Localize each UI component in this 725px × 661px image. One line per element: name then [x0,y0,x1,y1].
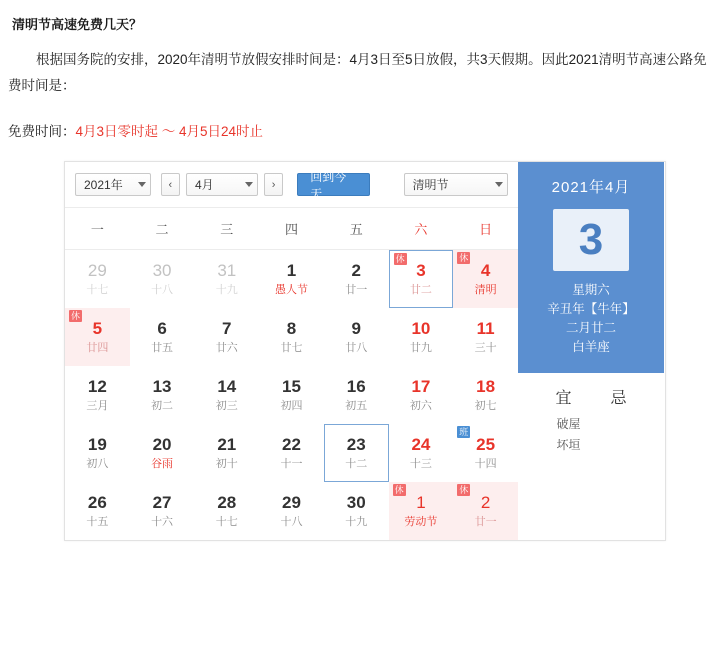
calendar-day-cell[interactable] [259,308,324,366]
day-lunar-label: 初八 [86,457,109,470]
article [0,0,725,143]
calendar-day-cell[interactable] [453,308,518,366]
detail-ganzhi: 辛丑年【牛年】 [547,302,635,316]
day-number: 13 [152,376,172,396]
day-lunar-label: 初七 [474,399,497,412]
calendar-day-cell[interactable] [65,366,130,424]
day-lunar-label: 廿二 [409,283,432,296]
calendar-day-cell[interactable] [130,250,195,308]
calendar-day-cell[interactable] [194,424,259,482]
day-lunar-label: 谷雨 [151,457,174,470]
calendar-day-cell[interactable] [324,424,389,482]
detail-lunar: 二月廿二 [565,321,616,335]
detail-month-title: 2021年4月 [551,179,631,196]
day-lunar-label: 廿八 [345,341,368,354]
month-select[interactable] [186,173,258,196]
day-lunar-label: 十三 [409,457,432,470]
article-paragraph: 根据国务院的安排，2020年清明节放假安排时间是：4月3日至5日放假，共3天假期。因此2021清明节高速公路免费时间是： [8,52,707,93]
day-lunar-label: 十六 [151,515,174,528]
chevron-down-icon [245,182,253,187]
calendar-day-cell[interactable] [194,308,259,366]
calendar-day-cell[interactable] [453,424,518,482]
day-lunar-label: 十九 [345,515,368,528]
page-title: 清明节高速免费几天？ [12,17,143,32]
day-lunar-label: 廿五 [151,341,174,354]
weekday-三: 三 [220,222,234,237]
yi-items [556,414,580,456]
day-lunar-label: 初十 [215,457,238,470]
day-lunar-label: 初四 [280,399,303,412]
day-number: 23 [346,434,366,454]
day-lunar-label: 初二 [151,399,174,412]
day-lunar-label: 十八 [280,515,303,528]
next-month-button[interactable] [264,173,283,196]
year-select-value: 2021年 [84,178,123,192]
calendar-day-cell[interactable] [130,308,195,366]
detail-zodiac: 白羊座 [572,340,610,354]
calendar-day-cell[interactable] [453,482,518,540]
day-number: 26 [87,492,107,512]
day-lunar-label: 三十 [474,341,497,354]
yiji-columns [518,414,664,456]
calendar-day-cell[interactable] [324,250,389,308]
restday-tag: 休 [394,485,404,495]
calendar-day-cell[interactable] [130,366,195,424]
day-lunar-label: 廿七 [280,341,303,354]
day-number: 18 [476,376,496,396]
restday-tag: 休 [459,485,469,495]
day-number: 22 [282,434,301,454]
day-number: 16 [346,376,366,396]
day-lunar-label: 十二 [345,457,368,470]
day-lunar-label: 十四 [474,457,497,470]
day-number: 19 [87,434,107,454]
calendar-day-cell[interactable] [389,482,454,540]
day-lunar-label: 廿一 [474,515,497,528]
festival-select-value: 清明节 [412,178,449,192]
day-number: 29 [282,492,301,512]
chevron-left-icon: ‹ [168,178,173,191]
weekday-header [65,208,518,250]
day-lunar-label: 十八 [151,283,174,296]
day-lunar-label: 三月 [86,399,109,412]
weekday-日: 日 [479,222,493,237]
weekday-六: 六 [414,222,428,237]
calendar-day-cell[interactable] [324,308,389,366]
day-lunar-label: 愚人节 [274,283,308,296]
day-number: 2 [480,492,491,512]
month-select-value: 4月 [194,178,214,192]
day-lunar-label: 十九 [215,283,238,296]
free-time-label: 免费时间： [8,124,76,139]
day-lunar-label: 十五 [86,515,109,528]
day-lunar-label: 清明 [474,283,497,296]
day-number: 24 [411,434,431,454]
calendar-day-cell[interactable] [65,482,130,540]
restday-tag: 休 [459,253,469,263]
yiji-labels [518,383,664,414]
day-number: 25 [476,434,496,454]
calendar-day-cell[interactable] [65,250,130,308]
calendar-widget [64,161,666,541]
day-number: 20 [152,434,172,454]
weekday-四: 四 [284,222,298,237]
calendar-day-cell[interactable] [194,482,259,540]
day-number: 30 [152,260,172,280]
day-number: 3 [416,260,426,280]
calendar-day-cell[interactable] [194,366,259,424]
day-number: 12 [87,376,107,396]
calendar-day-cell[interactable] [130,424,195,482]
day-number: 9 [351,318,361,338]
ji-label: 忌 [610,390,627,407]
calendar-day-cell[interactable] [65,424,130,482]
detail-weekday: 星期六 [572,283,610,297]
day-number: 28 [217,492,237,512]
detail-header [518,162,664,373]
day-number: 31 [217,260,237,280]
calendar-day-cell[interactable] [389,250,454,308]
calendar-grid [65,250,518,540]
day-lunar-label: 廿九 [409,341,432,354]
calendar-day-cell[interactable] [65,308,130,366]
day-lunar-label: 十一 [280,457,303,470]
detail-day-number: 3 [553,209,629,271]
day-lunar-label: 廿一 [345,283,368,296]
day-lunar-label: 廿四 [86,341,109,354]
day-lunar-label: 初六 [409,399,432,412]
free-time-line [8,121,717,143]
calendar-day-cell[interactable] [324,366,389,424]
calendar-detail-panel [518,162,664,540]
day-lunar-label: 十七 [215,515,238,528]
workday-tag: 班 [459,427,469,437]
year-select[interactable] [75,173,151,196]
today-button[interactable]: 回到今天 [297,173,369,196]
day-number: 30 [346,492,366,512]
calendar-day-cell[interactable] [259,366,324,424]
calendar-toolbar [65,162,518,208]
yi-item: 破屋 [556,417,581,431]
day-number: 4 [480,260,491,280]
day-number: 21 [217,434,237,454]
day-lunar-label: 十七 [86,283,109,296]
day-number: 6 [157,318,167,338]
day-number: 10 [411,318,431,338]
festival-select[interactable] [404,173,509,196]
day-number: 27 [152,492,172,512]
weekday-一: 一 [90,222,104,237]
calendar-day-cell[interactable] [389,366,454,424]
calendar-day-cell[interactable] [389,424,454,482]
day-number: 15 [282,376,301,396]
chevron-down-icon [495,182,503,187]
restday-tag: 休 [71,311,81,321]
yi-label: 宜 [555,390,572,407]
day-number: 1 [416,492,426,512]
day-lunar-label: 劳动节 [404,515,438,528]
day-number: 2 [351,260,361,280]
weekday-二: 二 [155,222,169,237]
prev-month-button[interactable] [161,173,180,196]
day-number: 29 [87,260,107,280]
calendar-main [65,162,518,540]
calendar-day-cell[interactable] [194,250,259,308]
free-time-value: 4月3日零时起 ～ 4月5日24时止 [75,124,264,139]
chevron-down-icon [138,182,146,187]
day-number: 1 [286,260,297,280]
detail-yiji [518,373,664,540]
calendar-day-cell[interactable] [453,366,518,424]
day-number: 11 [476,318,495,338]
calendar-day-cell[interactable] [453,250,518,308]
day-lunar-label: 初三 [215,399,238,412]
weekday-五: 五 [349,222,363,237]
day-number: 5 [92,318,103,338]
day-number: 17 [411,376,431,396]
calendar-day-cell[interactable] [130,482,195,540]
day-lunar-label: 初五 [345,399,368,412]
calendar-day-cell[interactable] [324,482,389,540]
calendar-day-cell[interactable] [389,308,454,366]
chevron-right-icon: › [271,178,276,191]
calendar-day-cell[interactable] [259,424,324,482]
day-lunar-label: 廿六 [215,341,238,354]
restday-tag: 休 [395,254,405,264]
calendar-day-cell[interactable] [259,250,324,308]
day-number: 8 [286,318,297,338]
day-number: 14 [217,376,237,396]
yi-item: 坏垣 [556,438,581,452]
day-number: 7 [222,318,232,338]
calendar-day-cell[interactable] [259,482,324,540]
